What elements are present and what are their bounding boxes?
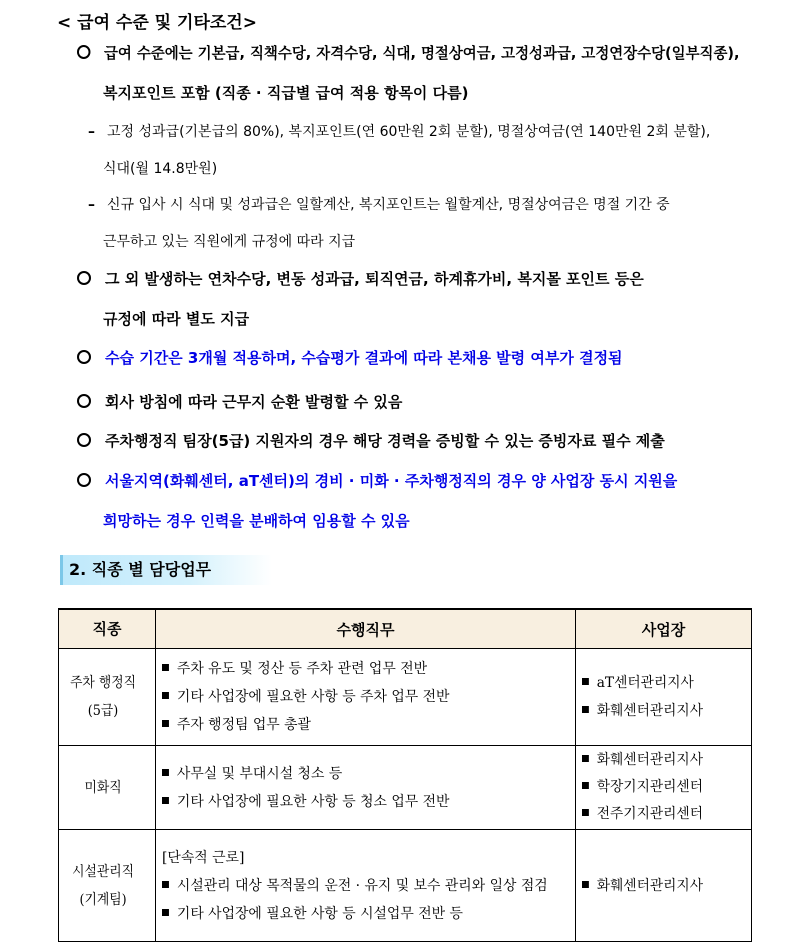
square-bullet-icon [162, 769, 169, 776]
duties-cell [156, 746, 576, 830]
site-item: 학장기지관리센터 [582, 774, 747, 801]
condition-item-5 [77, 430, 665, 451]
condition-text: 주차행정직 팀장(5급) 지원자의 경우 해당 경력을 증빙할 수 있는 증빙자료 필수 제출 [105, 432, 665, 450]
condition-text: 회사 방침에 따라 근무지 순환 발령할 수 있음 [105, 393, 403, 411]
section-title: 2. 직종 별 담당업무 [60, 555, 272, 585]
job-team: (기계팀) [79, 891, 127, 908]
circle-bullet-icon [77, 45, 90, 59]
square-bullet-icon [582, 881, 589, 888]
job-cell [59, 830, 156, 942]
job-grade: (5급) [87, 703, 119, 719]
detail-item-1-cont: 식대(월 14.8만원) [103, 161, 218, 177]
condition-item-2 [77, 268, 644, 289]
square-bullet-icon [162, 797, 169, 804]
detail-item-2-cont: 근무하고 있는 직원에게 규정에 따라 지급 [103, 234, 356, 250]
sites-cell [575, 649, 751, 746]
condition-item-1-cont: 복지포인트 포함 (직종 · 직급별 급여 적용 항목이 다름) [103, 84, 469, 102]
square-bullet-icon [162, 881, 169, 888]
duty-item: 사무실 및 부대시설 청소 등 [162, 760, 571, 788]
header-duties: 수행직무 [156, 609, 576, 649]
duties-cell [156, 830, 576, 942]
sites-cell [575, 746, 751, 830]
condition-item-2-cont: 규정에 따라 별도 지급 [103, 310, 250, 328]
condition-item-1 [77, 42, 740, 63]
square-bullet-icon [162, 692, 169, 699]
table-row [59, 830, 752, 942]
duty-item: 기타 사업장에 필요한 사항 등 주차 업무 전반 [162, 683, 571, 711]
circle-bullet-icon [77, 394, 91, 408]
square-bullet-icon [582, 782, 589, 789]
duty-item: 기타 사업장에 필요한 사항 등 청소 업무 전반 [162, 788, 571, 816]
square-bullet-icon [582, 706, 589, 713]
job-name: 시설관리직 [72, 863, 134, 880]
site-item: 화훼센터관리지사 [582, 747, 747, 774]
square-bullet-icon [162, 720, 169, 727]
condition-item-6-cont: 희망하는 경우 인력을 분배하여 임용할 수 있음 [103, 512, 410, 530]
condition-text: 수습 기간은 3개월 적용하며, 수습평가 결과에 따라 본채용 발령 여부가 결정됨 [105, 349, 623, 367]
job-name: 주차 행정직 [70, 675, 137, 691]
square-bullet-icon [582, 755, 589, 762]
condition-text: 그 외 발생하는 연차수당, 변동 성과급, 퇴직연금, 하계휴가비, 복지몰 포인트 등은 [105, 270, 644, 288]
duty-item: 주차 유도 및 정산 등 주차 관련 업무 전반 [162, 655, 571, 683]
duty-item: 주자 행정팀 업무 총괄 [162, 711, 571, 739]
site-item: 화훼센터관리지사 [582, 697, 747, 725]
site-item: 전주기지관리센터 [582, 801, 747, 828]
duties-cell [156, 649, 576, 746]
duty-note: [단속적 근로] [162, 849, 245, 866]
duty-table [58, 608, 752, 942]
square-bullet-icon [582, 678, 589, 685]
detail-item-1 [88, 121, 710, 141]
header-job: 직종 [59, 609, 156, 649]
site-item: 화훼센터관리지사 [582, 872, 747, 900]
square-bullet-icon [162, 909, 169, 916]
table-header-row [59, 609, 752, 649]
job-cell [59, 649, 156, 746]
sites-cell [575, 830, 751, 942]
circle-bullet-icon [77, 473, 91, 487]
table-row [59, 649, 752, 746]
circle-bullet-icon [77, 350, 91, 364]
detail-item-2 [88, 194, 670, 214]
section-heading: < 급여 수준 및 기타조건> [57, 13, 257, 33]
square-bullet-icon [162, 664, 169, 671]
square-bullet-icon [582, 809, 589, 816]
site-item: aT센터관리지사 [582, 669, 747, 697]
circle-bullet-icon [77, 271, 91, 285]
dash-bullet-icon: – [88, 197, 95, 213]
duty-item: 시설관리 대상 목적물의 운전 · 유지 및 보수 관리와 일상 점검 [162, 872, 571, 900]
detail-text: 신규 입사 시 식대 및 성과급은 일할계산, 복지포인트는 월할계산, 명절상여금은 명절 기간 중 [107, 197, 670, 213]
header-sites: 사업장 [575, 609, 751, 649]
job-name: 미화직 [84, 779, 122, 796]
condition-text: 서울지역(화훼센터, aT센터)의 경비 · 미화 · 주차행정직의 경우 양 사업장 동시 지원을 [105, 472, 678, 490]
detail-text: 고정 성과급(기본급의 80%), 복지포인트(연 60만원 2회 분할), 명절상여금(연 140만원 2회 분할), [107, 124, 711, 140]
duty-item: 기타 사업장에 필요한 사항 등 시설업무 전반 등 [162, 900, 571, 928]
condition-item-3 [77, 347, 623, 368]
condition-item-4 [77, 391, 402, 412]
circle-bullet-icon [77, 433, 91, 447]
dash-bullet-icon: – [88, 124, 95, 140]
table-row [59, 746, 752, 830]
condition-text: 급여 수준에는 기본급, 직책수당, 자격수당, 식대, 명절상여금, 고정성과급, 고정연장수당(일부직종), [103, 44, 740, 62]
job-cell [59, 746, 156, 830]
condition-item-6 [77, 470, 677, 491]
